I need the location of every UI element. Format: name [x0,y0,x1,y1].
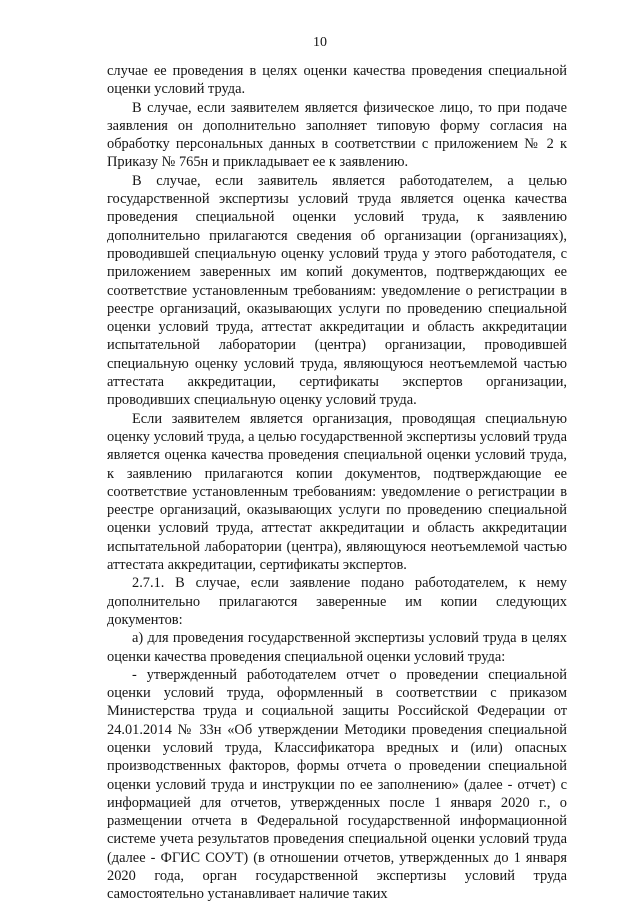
paragraph-individual-applicant: В случае, если заявителем является физическое лицо, то при подаче заявления он дополнительно заполняет типовую форму согласия на обработку персональных данных в соответствии с приложением № 2 к Приказу № 765н и прикладывает ее к заявлению. [107,99,567,171]
document-body [107,62,567,904]
paragraph-employer-applicant: В случае, если заявитель является работодателем, а целью государственной экспертизы условий труда является оценка качества проведения специальной оценки условий труда, к заявлению дополнительно прилагаются сведения об организации (организациях), проводившей специальную оценку условий труда у этого работодателя, с приложением заверенных им копий документов, подтверждающих ее соответствие установленным требованиям: уведомление о регистрации в реестре организаций, оказывающих услуги по проведению специальной оценки условий труда, аттестат аккредитации и область аккредитации испытательной лаборатории (центра) организации, проводившей специальную оценку условий труда, являющуюся неотъемлемой частью аттестата аккредитации, сертификаты экспертов организации, проводивших специальную оценку условий труда. [107,172,567,409]
paragraph-report-item: - утвержденный работодателем отчет о проведении специальной оценки условий труда, оформленный в соответствии с приказом Министерства труда и социальной защиты Российской Федерации от 24.01.2014 № 33н «Об утверждении Методики проведения специальной оценки условий труда, Классификатора вредных и (или) опасных производственных факторов, формы отчета о проведении специальной оценки условий труда и инструкции по ее заполнению» (далее - отчет) с информацией для отчетов, утвержденных после 1 января 2020 г., о размещении отчета в Федеральной государственной информационной системе учета результатов проведения специальной оценки условий труда (далее - ФГИС СОУТ) (в отношении отчетов, утвержденных до 1 января 2020 года, орган государственной экспертизы условий труда самостоятельно устанавливает наличие таких [107,666,567,903]
paragraph-clause-2-7-1: 2.7.1. В случае, если заявление подано работодателем, к нему дополнительно прилагаются заверенные им копии следующих документов: [107,575,567,628]
paragraph-subclause-a: а) для проведения государственной экспертизы условий труда в целях оценки качества проведения специальной оценки условий труда: [107,630,567,665]
page-number: 10 [313,35,327,50]
paragraph-continuation: случае ее проведения в целях оценки качества проведения специальной оценки условий труда. [107,63,567,98]
paragraph-organization-applicant: Если заявителем является организация, проводящая специальную оценку условий труда, а целью государственной экспертизы условий труда является оценка качества проведения специальной оценки условий труда, к заявлению прилагаются копии документов, подтверждающие ее соответствие установленным требованиям: уведомление о регистрации в реестре организаций, оказывающих услуги по проведению специальной оценки условий труда, аттестат аккредитации и область аккредитации испытательной лаборатории (центра), являющуюся неотъемлемой частью аттестата аккредитации, сертификаты экспертов. [107,410,567,574]
